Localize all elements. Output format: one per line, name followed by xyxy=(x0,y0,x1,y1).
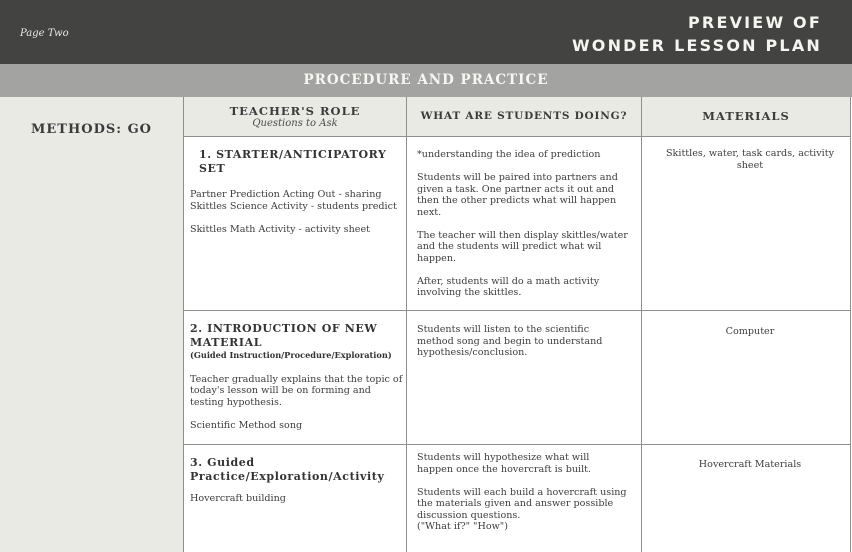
students-text: Students will each build a hovercraft using the materials given and answer possible discussion questions. xyxy=(417,486,627,521)
teacher-text: Scientific Method song xyxy=(190,419,303,431)
step-subtitle: (Guided Instruction/Procedure/Exploration) xyxy=(190,350,392,360)
row-divider xyxy=(183,444,850,445)
column-subtitle-teacher: Questions to Ask xyxy=(252,118,338,129)
table-row-3-teacher xyxy=(190,456,395,516)
column-divider xyxy=(406,97,407,552)
students-text: Students will hypothesize what will happen once the hovercraft is built. xyxy=(417,452,592,475)
materials-text: Skittles, water, task cards, activity sheet xyxy=(665,148,834,171)
teacher-text: Teacher gradually explains that the topic of today's lesson will be on forming and testing hypothesis. xyxy=(190,373,403,408)
students-text: Students will be paired into partners and given a task. One partner acts it out and then the other predicts what will happen next. xyxy=(417,172,618,218)
header-bar xyxy=(0,0,852,64)
column-header-students xyxy=(407,97,641,137)
page-title xyxy=(572,11,822,57)
students-text: After, students will do a math activity involving the skittles. xyxy=(417,275,600,298)
table-row-1-materials xyxy=(662,148,838,171)
column-divider xyxy=(850,97,851,552)
table-row-2-students xyxy=(417,324,627,370)
column-title-teacher: TEACHER'S ROLE xyxy=(229,104,361,118)
table-row-1-students xyxy=(417,149,635,310)
section-title: PROCEDURE AND PRACTICE xyxy=(0,64,852,97)
teacher-text: Skittles Math Activity - activity sheet xyxy=(190,223,370,235)
title-line-2: WONDER LESSON PLAN xyxy=(571,36,822,55)
column-title-materials: MATERIALS xyxy=(702,109,790,123)
materials-text: Computer xyxy=(725,326,775,337)
row-divider xyxy=(183,310,850,311)
students-text: ("What if?" "How") xyxy=(417,521,508,532)
students-text: The teacher will then display skittles/water and the students will predict what wil happen. xyxy=(417,229,628,264)
page-label: Page Two xyxy=(20,28,69,39)
column-header-materials xyxy=(642,97,850,137)
column-header-teacher xyxy=(184,97,406,137)
table-row-2-materials xyxy=(662,326,838,338)
teacher-text: Partner Prediction Acting Out - sharing Skittles Science Activity - students predict xyxy=(190,189,397,212)
students-text: Students will listen to the scientific method song and begin to understand hypothesis/conclusion. xyxy=(417,324,603,358)
students-text: *understanding the idea of prediction xyxy=(417,149,601,160)
step-title: 3. Guided Practice/Exploration/Activity xyxy=(190,456,385,483)
step-title: 2. INTRODUCTION OF NEW MATERIAL xyxy=(190,322,378,349)
table-row-3-students xyxy=(417,452,627,533)
materials-text: Hovercraft Materials xyxy=(698,459,802,470)
teacher-text: Hovercraft building xyxy=(190,493,286,504)
sidebar-label: METHODS: GO xyxy=(31,122,152,137)
column-title-students: WHAT ARE STUDENTS DOING? xyxy=(420,110,628,122)
sidebar xyxy=(0,97,184,552)
column-divider xyxy=(641,97,642,552)
table-row-2-teacher xyxy=(190,322,404,443)
table-row-3-materials xyxy=(662,459,838,471)
table-row-1-teacher xyxy=(190,148,402,247)
title-line-1: PREVIEW OF xyxy=(688,13,822,32)
step-title: 1. STARTER/ANTICIPATORY SET xyxy=(199,148,387,175)
